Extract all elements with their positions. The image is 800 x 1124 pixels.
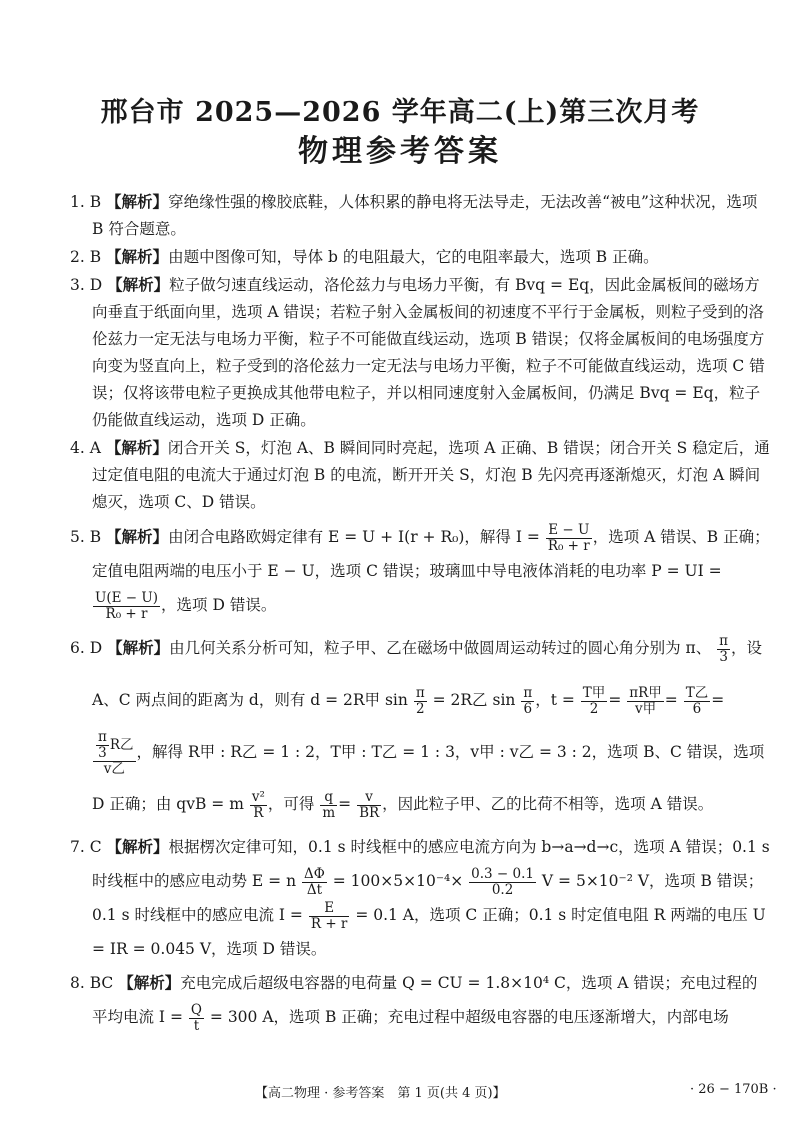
answer-text: ，选项 A 错误、B 正确；定值电阻两端的电压小于 E − U，选项 C 错误；玻璃皿中导电液体消耗的电功率 P = UI = (92, 528, 770, 580)
fraction: $\frac{\pi}{3}$ (719, 632, 729, 665)
answer-number: 8. BC (70, 974, 114, 992)
fraction: $\frac{E}{R + r}$ (310, 899, 348, 932)
answer-6: 6. D 【解析】由几何关系分析可知，粒子甲、乙在磁场中做圆周运动转过的圆心角分别为 π、 $\frac{\pi}{3}$ ，设 A、C 两点间的距离为 d，则有 d = 2R甲 sin $\frac{\pi}{2}$ = 2R乙 sin $\frac{\pi}{6}$ ，t = $\frac{\text{T甲}}{2}$ = $\frac{\text{πR甲}}{\text{v甲}}$ = $\frac{\text{T乙}}{6}$ = $\frac{\pi}{3}$ R乙 v乙 ，解得 R甲 : R乙 = 1 : 2，T甲 : T乙 = 1 : 3，v甲 : v乙 = 3 : 2，选项 B、C 错误，选项 D 正确；由 qvB = m $\frac{\text{v²}}{R}$ ，可得 $\frac{q}{m}$ = $\frac{v}{BR}$ ，因此粒子甲、乙的比荷不相等，选项 A 错误。 (70, 632, 765, 821)
answer-number: 1. B (70, 193, 102, 211)
answer-number: 4. A (70, 439, 101, 457)
answer-5 (70, 520, 770, 622)
fraction: $\frac{Q}{t}$ (190, 1001, 202, 1034)
fraction: $\frac{\text{T乙}}{6}$ (685, 684, 709, 717)
fraction: $\frac{\pi}{3}$ R乙 v乙 (93, 730, 136, 777)
fraction: $\frac{v}{BR}$ (359, 788, 380, 821)
answer-text: = 300 A，选项 B 正确；充电过程中超级电容器的电压逐渐增大，内部电场 (204, 1008, 729, 1026)
answer-8 (70, 966, 770, 1034)
answer-text: 由题中图像可知，导体 b 的电阻最大，它的电阻率最大，选项 B 正确。 (168, 248, 659, 266)
fraction: $\frac{0.3 - 0.1}{0.2}$ (471, 865, 534, 898)
answer-text: V = 5×10⁻² V，选项 B 错误；0.1 s 时线框中的感应电流 I = (92, 872, 764, 924)
analysis-tag: 【解析】 (107, 638, 170, 657)
answer-text: = 0.1 A，选项 C 正确；0.1 s 时定值电阻 R 两端的电压 U = IR = 0.045 V，选项 D 错误。 (92, 906, 766, 958)
fraction: $\frac{\pi}{3}$ (98, 728, 107, 761)
answer-4 (70, 434, 770, 516)
answer-text: 穿绝缘性强的橡胶底鞋，人体积累的静电将无法导走，无法改善“被电”这种状况，选项 B 符合题意。 (92, 193, 758, 238)
answer-text: 闭合开关 S，灯泡 A、B 瞬间同时亮起，选项 A 正确、B 错误；闭合开关 S 稳定后，通过定值电阻的电流大于通过灯泡 B 的电流，断开开关 S，灯泡 B 先闪亮再逐渐熄灭，灯泡 A 瞬间熄灭，选项 C、D 错误。 (92, 439, 770, 511)
answer-text: 由几何关系分析可知，粒子甲、乙在磁场中做圆周运动转过的圆心角分别为 π、 (169, 639, 712, 657)
page-title: 邢台市 2025—2026 学年高二(上)第三次月考 (100, 97, 700, 128)
fraction: $\frac{q}{m}$ (322, 788, 336, 821)
answer-text: ，解得 R甲 : R乙 = 1 : 2，T甲 : T乙 = 1 : 3，v甲 : v乙 = 3 : 2，选项 B、C 错误，选项 D 正确；由 qvB = m (92, 743, 765, 813)
answer-number: 2. B (70, 248, 102, 266)
answer-3 (70, 271, 770, 434)
analysis-tag: 【解析】 (105, 438, 168, 457)
answer-1 (70, 188, 770, 243)
answer-text: ，因此粒子甲、乙的比荷不相等，选项 A 错误。 (382, 795, 714, 813)
analysis-tag: 【解析】 (106, 192, 169, 211)
answer-text: ，t = (535, 691, 575, 709)
answer-7 (70, 830, 770, 966)
fraction: $\frac{\pi}{2}$ (415, 684, 425, 717)
fraction: $\frac{\pi}{6}$ (523, 684, 533, 717)
answer-text: ，可得 (267, 795, 315, 813)
answer-text: 充电完成后超级电容器的电荷量 Q = CU = 1.8×10⁴ C，选项 A 错误；充电过程的平均电流 I = (92, 974, 758, 1026)
fraction: $\frac{E - U}{\text{R₀ + r}}$ (547, 521, 590, 554)
footer-code: · 26 − 170B · (690, 1082, 777, 1097)
answer-number: 7. C (70, 838, 102, 856)
answer-text: ，选项 D 错误。 (161, 596, 277, 614)
answer-text: 根据楞次定律可知，0.1 s 时线框中的感应电流方向为 b→a→d→c，选项 A 错误；0.1 s 时线框中的感应电动势 E = n (92, 838, 770, 890)
analysis-tag: 【解析】 (106, 247, 169, 266)
answer-text: = 2R乙 sin (427, 691, 516, 709)
answer-list (70, 188, 770, 1034)
answer-text: 由闭合电路欧姆定律有 E = U + I(r + R₀)，解得 I = (168, 528, 540, 546)
answer-text: ，设 A、C 两点间的距离为 d，则有 d = 2R甲 sin (92, 639, 763, 709)
analysis-tag: 【解析】 (107, 275, 170, 294)
answer-number: 3. D (70, 276, 103, 294)
analysis-tag: 【解析】 (118, 973, 181, 992)
answer-text: = 100×5×10⁻⁴× (327, 872, 464, 890)
fraction: $\frac{\text{πR甲}}{\text{v甲}}$ (629, 684, 662, 717)
fraction: $\frac{\Delta\Phi}{\Delta t}$ (304, 865, 325, 898)
fraction: $\frac{\text{T甲}}{2}$ (582, 684, 606, 717)
answer-2 (70, 243, 770, 271)
answer-text: 粒子做匀速直线运动，洛伦兹力与电场力平衡，有 Bvq = Eq，因此金属板间的磁场方向垂直于纸面向里，选项 A 错误；若粒子射入金属板间的初速度不平行于金属板，则粒子受到的洛伦兹力一定无法与电场力平衡，粒子不可能做直线运动，选项 B 错误；仅将金属板间的电场强度方向变为竖直向上，粒子受到的洛伦兹力一定无法与电场力平衡，粒子不可能做直线运动，选项 C 错误；仅将该带电粒子更换成其他带电粒子，并以相同速度射入金属板间，仍满足 Bvq = Eq，粒子仍能做直线运动，选项 D 正确。 (92, 276, 765, 429)
page-subtitle: 物理参考答案 (298, 134, 502, 169)
fraction: $\frac{\text{v²}}{R}$ (251, 788, 265, 821)
fraction: $\frac{U(E - U)}{\text{R₀ + r}}$ (95, 589, 159, 622)
analysis-tag: 【解析】 (106, 837, 169, 856)
answer-number: 5. B (70, 528, 102, 546)
answer-number: 6. D (70, 639, 103, 657)
footer-page-info: 【高二物理 · 参考答案 第 1 页(共 4 页)】 (255, 1086, 506, 1101)
analysis-tag: 【解析】 (106, 527, 169, 546)
